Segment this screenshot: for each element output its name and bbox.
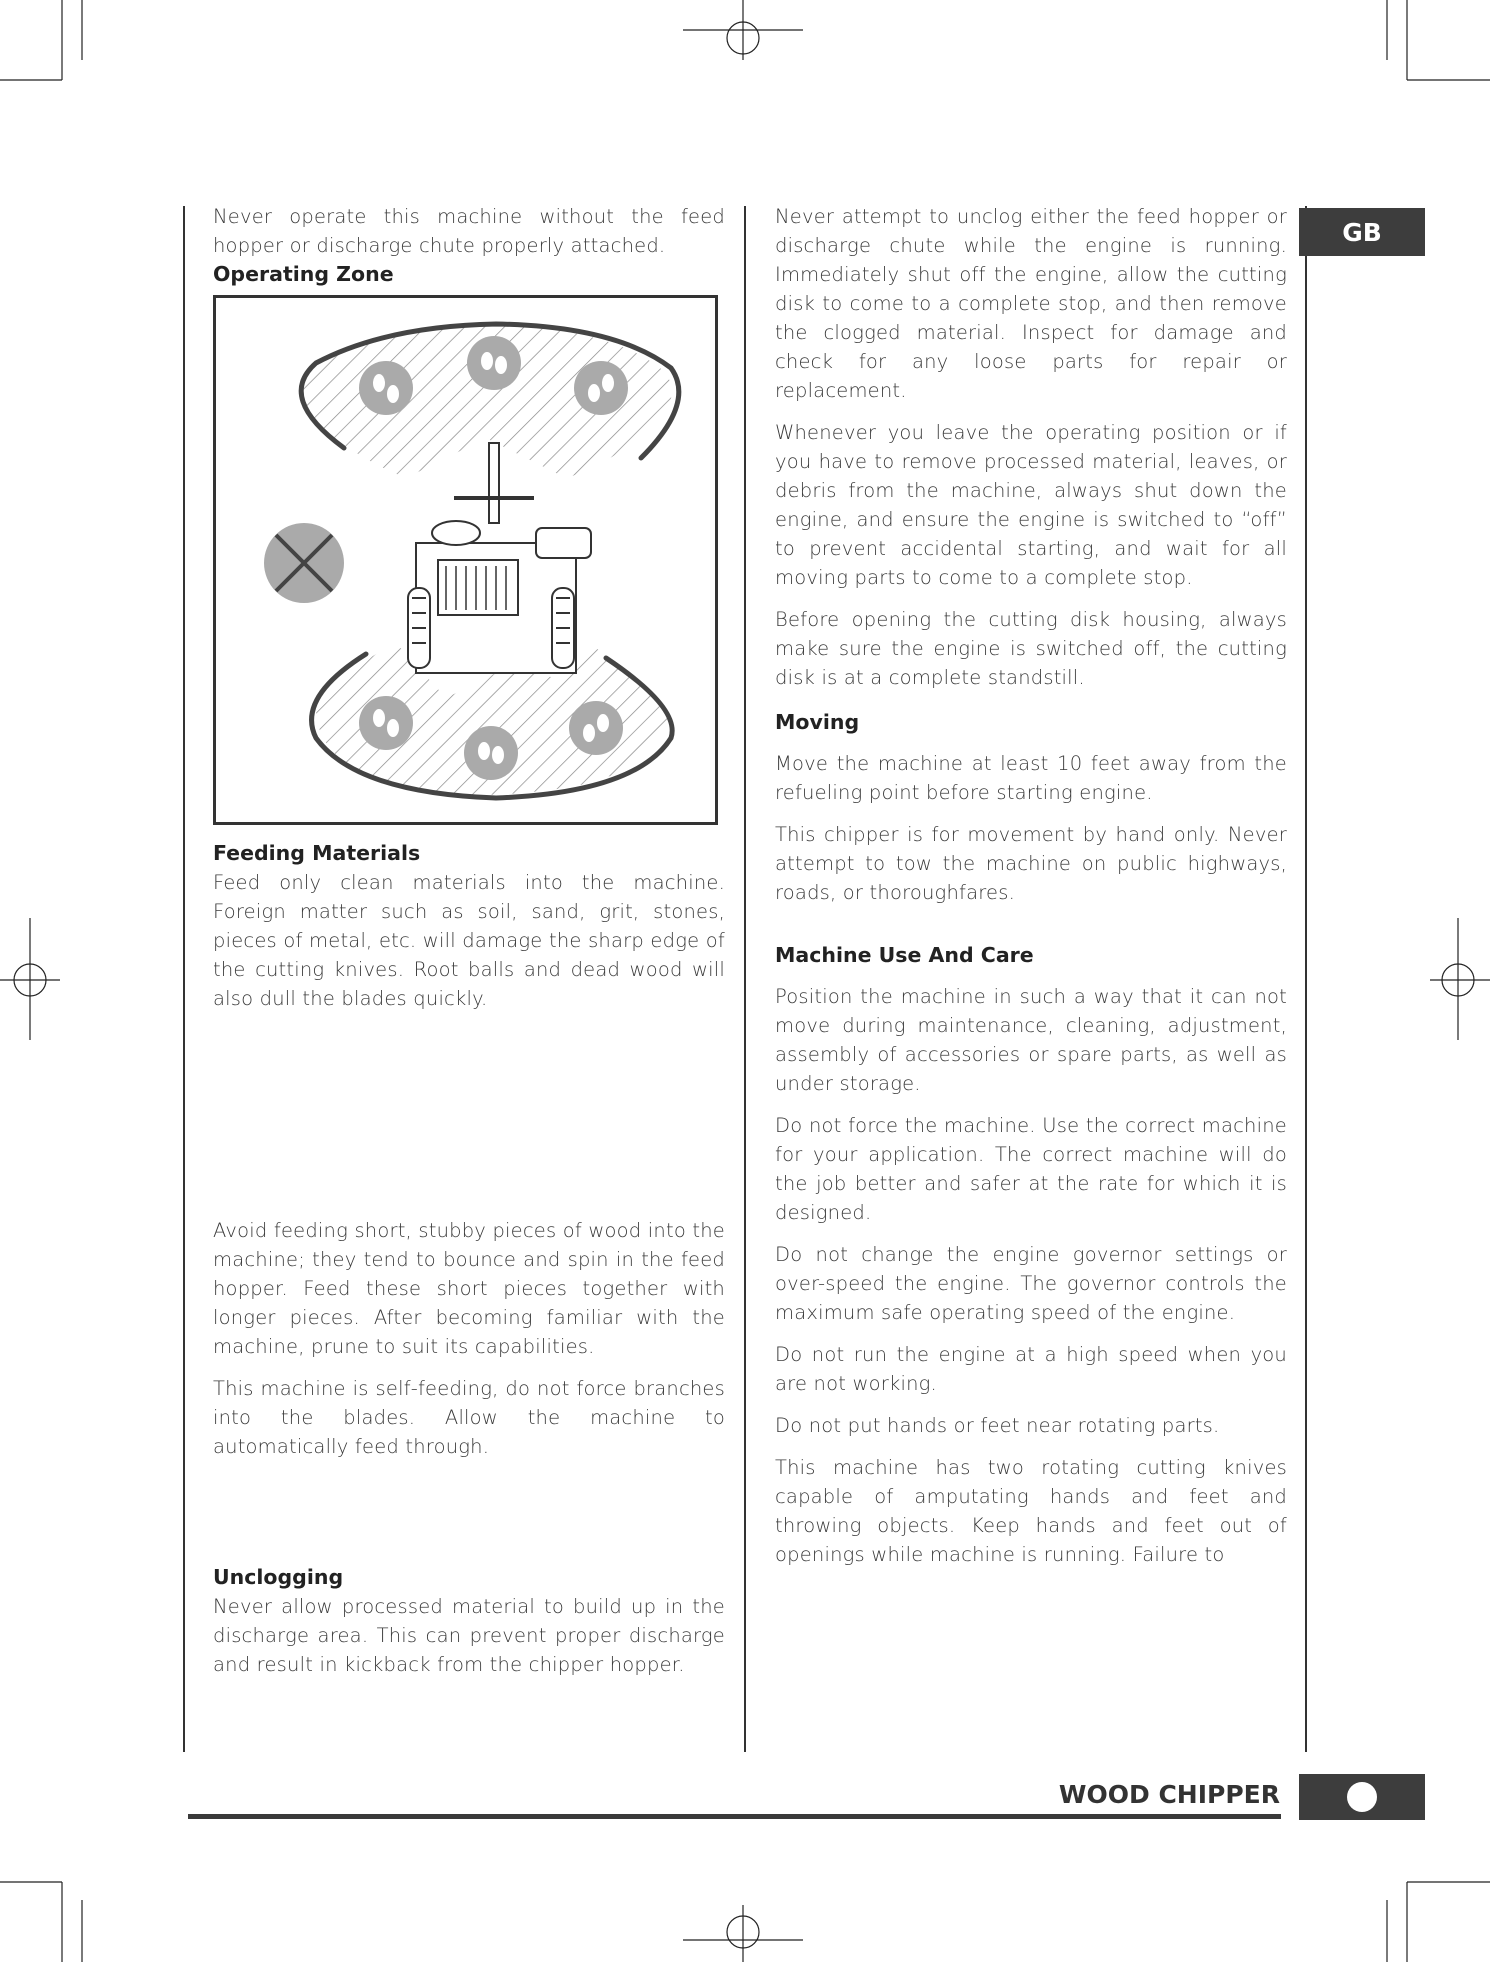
heading-machine-use-and-care: Machine Use And Care	[775, 943, 1034, 967]
footer-rule	[188, 1814, 1281, 1819]
heading-unclogging: Unclogging	[213, 1565, 344, 1589]
paragraph: Never operate this machine without the feed hopper or discharge chute properly attached.	[213, 205, 725, 257]
paragraph: Do not force the machine. Use the correct machine for your application. The correct machine will do the job better and safer at the rate for which it is designed.	[775, 1114, 1287, 1224]
column-rule-right	[1305, 206, 1307, 1752]
paragraph: Never allow processed material to build up in the discharge area. This can prevent proper discharge and result in kickback from the chipper hopper.	[213, 1595, 725, 1676]
spacer	[213, 1461, 725, 1563]
right-column	[775, 202, 1287, 1569]
paragraph: Do not change the engine governor settings or over-speed the engine. The governor controls the maximum safe operating speed of the engine.	[775, 1243, 1287, 1324]
prohibited-zone-icon	[264, 523, 344, 603]
paragraph: This machine has two rotating cutting knives capable of amputating hands and feet and throwing objects. Keep hands and feet out of openings while machine is running. Failure to	[775, 1456, 1287, 1566]
paragraph: Never attempt to unclog either the feed hopper or discharge chute while the engine is running. Immediately shut off the engine, allow the cutting disk to come to a complete stop, and then remove the clogged material. Inspect for damage and check for any loose parts for repair or replacement.	[775, 205, 1287, 402]
paragraph: This machine is self-feeding, do not force branches into the blades. Allow the machine to automatically feed through.	[213, 1377, 725, 1458]
heading-moving: Moving	[775, 710, 860, 734]
paragraph: Do not run the engine at a high speed when you are not working.	[775, 1343, 1287, 1395]
paragraph: Do not put hands or feet near rotating parts.	[775, 1414, 1220, 1437]
wood-chipper-illustration	[408, 443, 591, 673]
paragraph: Whenever you leave the operating position or if you have to remove processed material, leaves, or debris from the machine, always shut down the engine, and ensure the engine is switched to “off” to prevent accidental starting, and wait for all moving parts to come to a complete stop.	[775, 421, 1287, 589]
paragraph: This chipper is for movement by hand only. Never attempt to tow the machine on public highways, roads, or thoroughfares.	[775, 823, 1287, 904]
heading-feeding-materials: Feeding Materials	[213, 841, 421, 865]
spacer	[213, 1013, 725, 1216]
paragraph: Avoid feeding short, stubby pieces of wood into the machine; they tend to bounce and spin in the feed hopper. Feed these short pieces together with longer pieces. After becoming familiar with the machine, prune to suit its capabilities.	[213, 1219, 725, 1358]
paragraph: Position the machine in such a way that it can not move during maintenance, cleaning, adjustment, assembly of accessories or spare parts, as well as under storage.	[775, 985, 1287, 1095]
page-number-tab	[1299, 1774, 1425, 1820]
footer-title: WOOD CHIPPER	[1058, 1780, 1280, 1809]
heading-operating-zone: Operating Zone	[213, 262, 394, 286]
paragraph: Feed only clean materials into the machine. Foreign matter such as soil, sand, grit, stones, pieces of metal, etc. will damage the sharp edge of the cutting knives. Root balls and dead wood will also dull the blades quickly.	[213, 871, 725, 1010]
column-rule-middle	[744, 206, 746, 1752]
paragraph: Move the machine at least 10 feet away from the refueling point before starting engine.	[775, 752, 1287, 804]
operating-zone-diagram	[216, 298, 715, 822]
page-dot-icon	[1347, 1782, 1377, 1812]
left-column	[213, 202, 725, 1679]
operating-zone-figure	[213, 295, 718, 825]
paragraph: Before opening the cutting disk housing, always make sure the engine is switched off, the cutting disk is at a complete standstill.	[775, 608, 1287, 689]
language-tab: GB	[1299, 208, 1425, 256]
column-rule-left	[183, 206, 185, 1752]
